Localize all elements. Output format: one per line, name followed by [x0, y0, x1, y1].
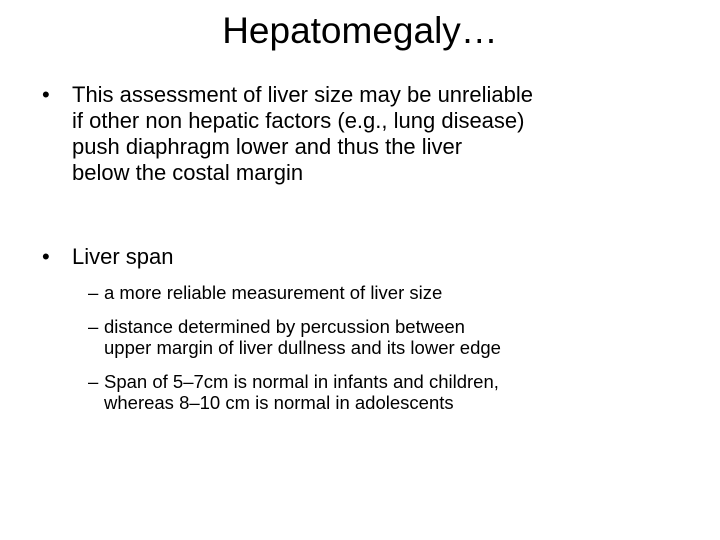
bullet-item — [40, 244, 690, 270]
sub-bullet-item — [40, 316, 690, 359]
sub-bullet-item — [40, 282, 690, 304]
sub-bullet-item — [40, 371, 690, 414]
sub-bullet-marker: – — [88, 282, 99, 303]
sub-bullet-line: whereas 8–10 cm is normal in adolescents — [104, 392, 454, 413]
bullet-line: below the costal margin — [72, 160, 304, 185]
bullet-line: if other non hepatic factors (e.g., lung disease) — [72, 108, 525, 133]
sub-bullet-line: distance determined by percussion between — [104, 315, 465, 337]
sub-bullet-marker: – — [88, 370, 99, 392]
bullet-text — [72, 82, 690, 186]
bullet-item — [40, 82, 690, 186]
sub-bullet-line: a more reliable measurement of liver size — [104, 282, 443, 303]
sub-bullet-line: Span of 5–7cm is normal in infants and children, — [104, 370, 499, 392]
bullet-marker: • — [42, 244, 50, 269]
bullet-line: Liver span — [72, 244, 174, 269]
bullet-line: push diaphragm lower and thus the liver — [72, 134, 463, 159]
sub-bullet-marker: – — [88, 315, 99, 337]
bullet-line: This assessment of liver size may be unreliable — [72, 82, 533, 107]
slide-content — [40, 82, 690, 414]
bullet-marker: • — [42, 82, 50, 107]
slide-title: Hepatomegaly… — [222, 10, 498, 51]
sub-bullet-line: upper margin of liver dullness and its lower edge — [104, 337, 501, 358]
